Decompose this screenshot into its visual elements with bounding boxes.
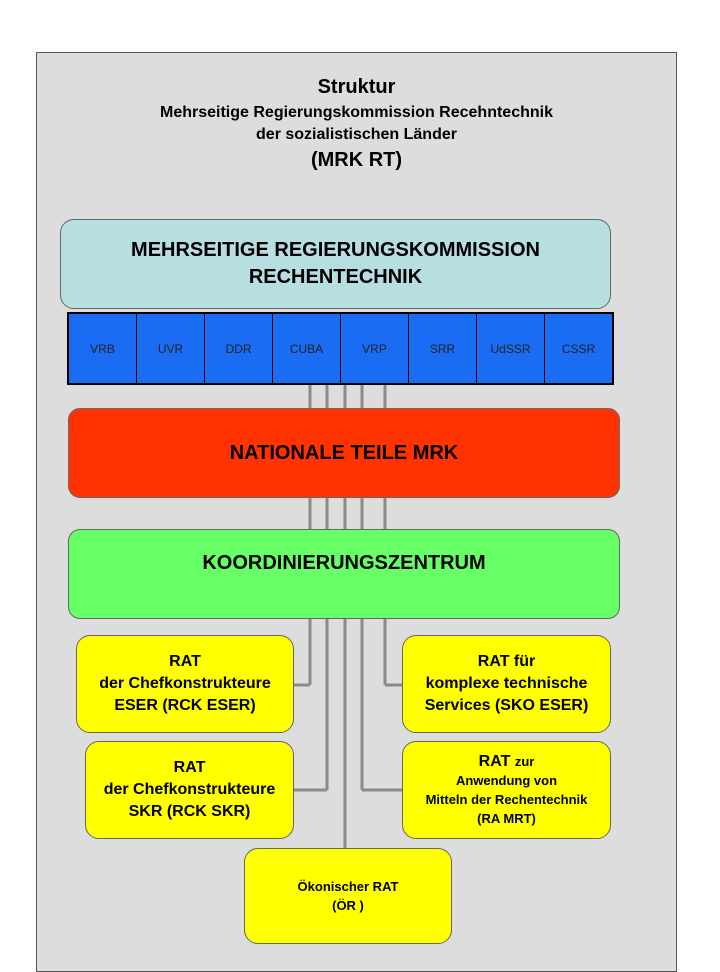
council-sko-line-3: Services (SKO ESER) — [424, 697, 589, 714]
council-ra-mrt-line-3: Mitteln der Rechentechnik — [425, 792, 588, 807]
council-sko-line-2: komplexe technische — [425, 675, 588, 692]
subtitle-line-3: (MRK RT) — [310, 149, 403, 171]
country-cell: UVR — [137, 314, 205, 383]
country-cell: VRP — [341, 314, 409, 383]
council-ra-mrt-box — [402, 741, 611, 839]
national-parts-label: NATIONALE TEILE MRK — [229, 441, 459, 464]
council-ra-mrt-line-4: (RA MRT) — [477, 811, 536, 826]
country-cell: VRB — [69, 314, 137, 383]
council-ra-mrt-line-2: Anwendung von — [455, 773, 558, 788]
council-sko-line-1: RAT für — [477, 653, 536, 670]
country-cell: SRR — [409, 314, 477, 383]
country-cell: CSSR — [561, 341, 596, 356]
commission-box — [60, 219, 611, 309]
council-oekon-line-1: Ökonischer RAT — [297, 879, 399, 894]
national-parts-box — [68, 408, 620, 498]
coordination-center-label: KOORDINIERUNGSZENTRUM — [202, 552, 486, 574]
council-rck-eser-line-3: ESER (RCK ESER) — [114, 697, 256, 714]
country-cell: DDR — [205, 314, 273, 383]
council-ra-mrt-line-1 — [479, 752, 535, 771]
council-rck-skr-line-3: SKR (RCK SKR) — [128, 803, 251, 820]
council-rck-skr-line-1: RAT — [173, 759, 206, 776]
country-cell: UdSSR — [477, 314, 545, 383]
council-sko-box — [402, 635, 611, 733]
council-rck-eser-box — [76, 635, 294, 733]
council-oekon-line-2: (ÖR ) — [332, 898, 364, 913]
page-title: Struktur — [317, 76, 396, 98]
subtitle-line-1: Mehrseitige Regierungskommission Recehntechnik — [160, 104, 553, 121]
council-rck-skr-line-2: der Chefkonstrukteure — [103, 781, 276, 798]
council-rck-eser-line-2: der Chefkonstrukteure — [99, 675, 271, 692]
council-rck-skr-box — [85, 741, 294, 839]
council-rck-eser-line-1: RAT — [169, 653, 201, 670]
coordination-center-box — [68, 529, 620, 619]
commission-line-2: RECHENTECHNIK — [248, 266, 423, 288]
member-countries-row — [67, 312, 614, 385]
council-ra-mrt-title-suffix: zur — [514, 754, 535, 769]
council-oekon-box — [244, 848, 452, 944]
council-ra-mrt-title: RAT — [478, 753, 511, 770]
country-cell: CUBA — [273, 314, 341, 383]
commission-line-1: MEHRSEITIGE REGIERUNGSKOMMISSION — [131, 239, 540, 261]
subtitle-line-2: der sozialistischen Länder — [256, 126, 457, 143]
